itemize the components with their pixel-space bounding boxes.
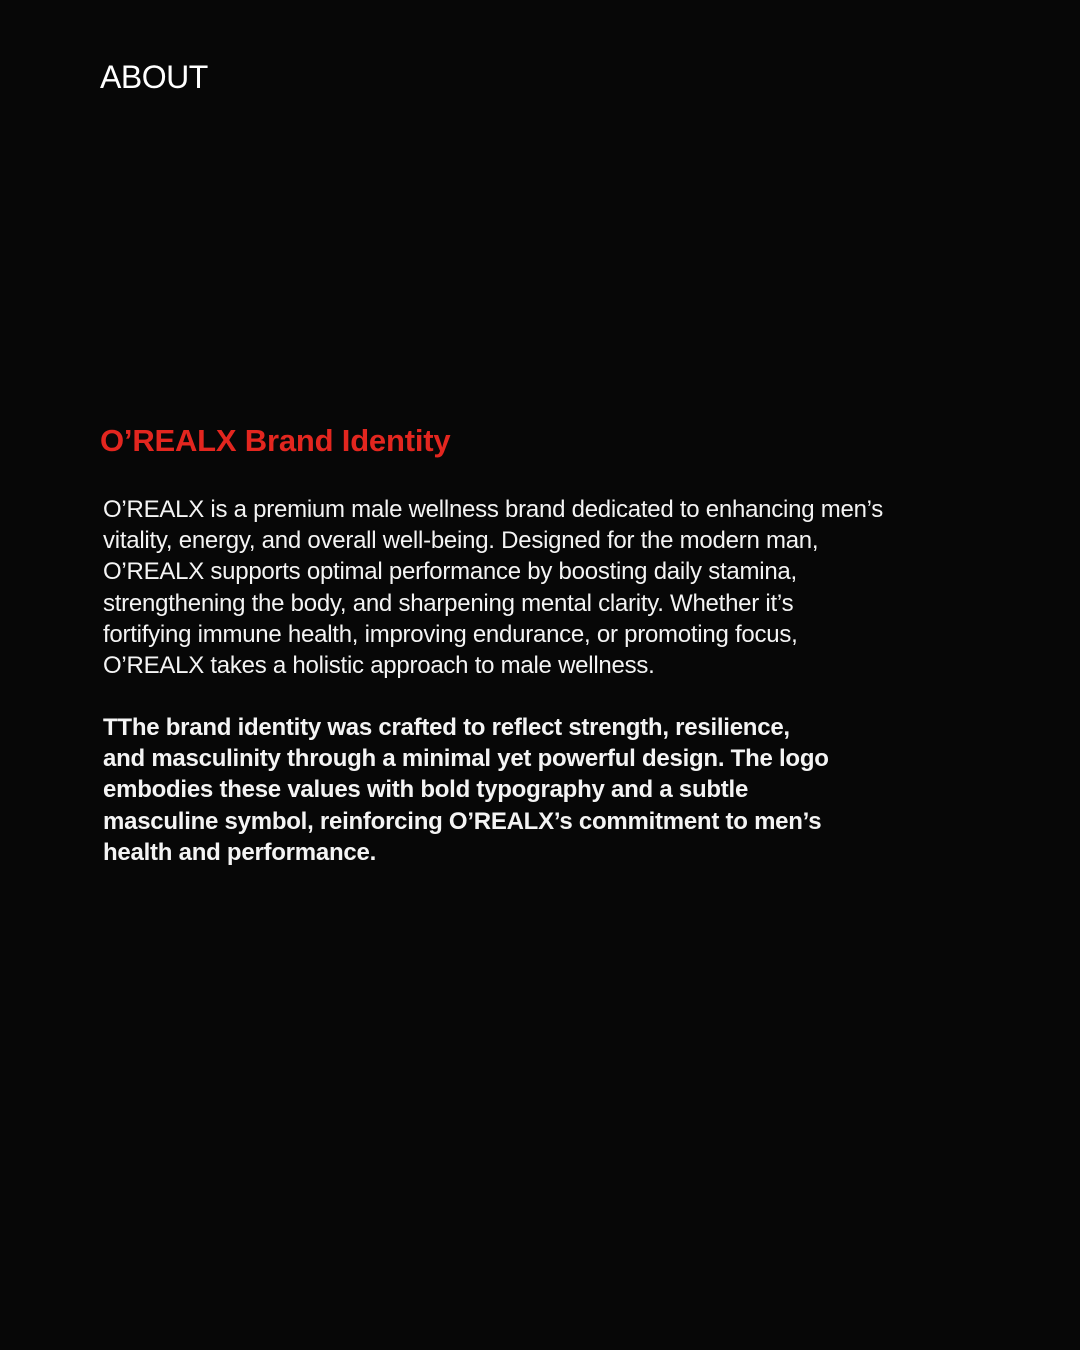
intro-paragraph	[103, 494, 1003, 681]
section-label: ABOUT	[100, 59, 208, 95]
intro-line-4: strengthening the body, and sharpening mental clarity. Whether it’s	[103, 589, 794, 617]
intro-line-1: O’REALX is a premium male wellness brand dedicated to enhancing men’s	[103, 496, 884, 523]
identity-line-5: health and performance.	[103, 838, 376, 866]
identity-paragraph	[103, 712, 1003, 868]
intro-line-5: fortifying immune health, improving endurance, or promoting focus,	[103, 620, 798, 648]
intro-line-6: O’REALX takes a holistic approach to male wellness.	[103, 652, 655, 680]
identity-line-3: embodies these values with bold typography and a subtle	[103, 776, 749, 804]
brand-title: O’REALX Brand Identity	[100, 423, 451, 458]
intro-line-3: O’REALX supports optimal performance by boosting daily stamina,	[103, 558, 797, 586]
identity-line-4: masculine symbol, reinforcing O’REALX’s commitment to men’s	[103, 807, 822, 835]
intro-line-2: vitality, energy, and overall well-being. Designed for the modern man,	[103, 527, 819, 555]
identity-line-2: and masculinity through a minimal yet powerful design. The logo	[103, 745, 829, 773]
identity-line-1: TThe brand identity was crafted to reflect strength, resilience,	[103, 714, 790, 741]
